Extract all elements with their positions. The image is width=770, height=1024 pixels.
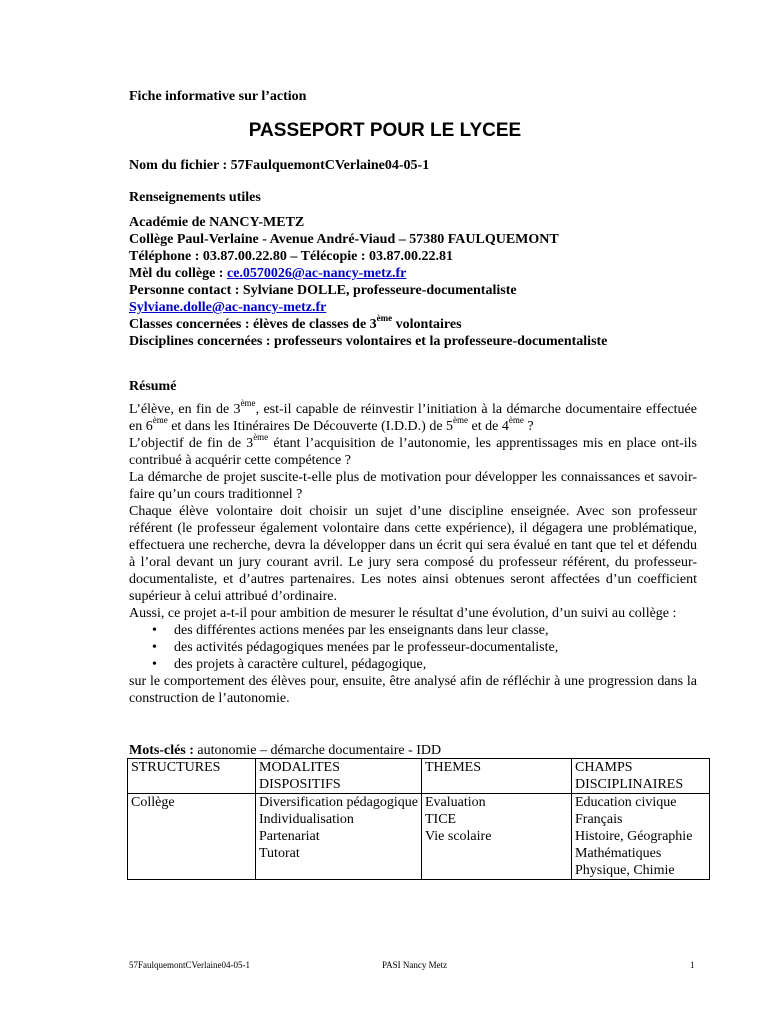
footer-center: PASI Nancy Metz xyxy=(382,960,448,970)
resume-paragraph-6: sur le comportement des élèves pour, ensuite, être analysé afin de réfléchir à une progression dans la construction de l’autonomie. xyxy=(129,674,697,706)
header-structures: STRUCTURES xyxy=(128,759,256,794)
resume-heading: Résumé xyxy=(129,379,177,394)
resume-paragraph-4: Chaque élève volontaire doit choisir un sujet d’une discipline enseignée. Avec son professeur référent (le professeur également volontaire dans cette expérience), il dégagera une problématique, effectuera une recherche, devra la développer dans un écrit qui sera évalué en tant que tel et défendu à l’oral devant un jury courant avril. Le jury sera composé du professeur référent, du professeur-documentaliste, et d’autres partenaires. Les notes ainsi obtenues seront affectées d’un coefficient supérieur à celui attribué d’ordinaire. xyxy=(129,504,697,604)
bullet-icon: • xyxy=(152,623,157,638)
classes-text: Classes concernées : élèves de classes de 3 xyxy=(129,317,377,332)
footer-page-number: 1 xyxy=(690,960,695,970)
cell-structures: Collège xyxy=(128,794,256,880)
renseignements-heading: Renseignements utiles xyxy=(129,190,261,205)
bullet-icon: • xyxy=(152,657,157,672)
classes-text-end: volontaires xyxy=(392,317,462,332)
cell-champs: Education civique Français Histoire, Géographie Mathématiques Physique, Chimie xyxy=(572,794,710,880)
college-line: Collège Paul-Verlaine - Avenue André-Viaud – 57380 FAULQUEMONT xyxy=(129,232,559,247)
contact-line: Personne contact : Sylviane DOLLE, professeure-documentaliste xyxy=(129,283,517,298)
contact-email-line xyxy=(129,299,326,316)
academie-line: Académie de NANCY-METZ xyxy=(129,215,305,230)
list-item: • des projets à caractère culturel, pédagogique, xyxy=(152,657,427,672)
resume-body xyxy=(129,398,697,707)
filename-line: Nom du fichier : 57FaulquemontCVerlaine04-05-1 xyxy=(129,158,430,173)
cell-modalites: Diversification pédagogique Individualisation Partenariat Tutorat xyxy=(256,794,422,880)
keywords-label: Mots-clés : xyxy=(129,743,194,758)
classes-sup: ème xyxy=(376,313,393,324)
header-themes: THEMES xyxy=(422,759,572,794)
classification-table xyxy=(127,758,710,880)
resume-paragraph-3: La démarche de projet suscite-t-elle plus de motivation pour développer les connaissances et savoir-faire qu’un cours traditionnel ? xyxy=(129,470,697,502)
table-row xyxy=(128,794,710,880)
keywords-line xyxy=(129,742,441,759)
mel-line xyxy=(129,265,406,282)
header-modalites: MODALITES DISPOSITIFS xyxy=(256,759,422,794)
college-email-link[interactable]: ce.0570026@ac-nancy-metz.fr xyxy=(226,266,407,281)
disciplines-line: Disciplines concernées : professeurs volontaires et la professeure-documentaliste xyxy=(129,334,608,349)
fiche-heading: Fiche informative sur l’action xyxy=(129,89,307,104)
table-header-row xyxy=(128,759,710,794)
footer-filename: 57FaulquemontCVerlaine04-05-1 xyxy=(129,960,250,970)
mel-label: Mèl du collège : xyxy=(129,266,227,281)
header-champs: CHAMPS DISCIPLINAIRES xyxy=(572,759,710,794)
resume-paragraph-5: Aussi, ce projet a-t-il pour ambition de mesurer le résultat d’une évolution, d’un suivi au collège : xyxy=(129,606,677,621)
classes-line xyxy=(129,313,462,333)
list-item: • des activités pédagogiques menées par le professeur-documentaliste, xyxy=(152,640,559,655)
cell-themes: Evaluation TICE Vie scolaire xyxy=(422,794,572,880)
keywords-value: autonomie – démarche documentaire - IDD xyxy=(193,743,442,758)
bullet-icon: • xyxy=(152,640,157,655)
resume-paragraph-2: L’objectif de fin de 3ème étant l’acquisition de l’autonomie, les apprentissages mis en place ont-ils contribué à acquérir cette compétence ? xyxy=(129,432,697,468)
resume-bullet-list xyxy=(129,622,697,673)
document-title: PASSEPORT POUR LE LYCEE xyxy=(248,120,522,141)
contact-email-link[interactable]: Sylviane.dolle@ac-nancy-metz.fr xyxy=(129,300,327,315)
resume-paragraph-1: L’élève, en fin de 3ème, est-il capable de réinvestir l’initiation à la démarche documentaire effectuée en 6ème et dans les Itinéraires De Découverte (I.D.D.) de 5ème et de 4ème ? xyxy=(129,398,697,434)
telephone-line: Téléphone : 03.87.00.22.80 – Télécopie : 03.87.00.22.81 xyxy=(129,249,454,264)
list-item: • des différentes actions menées par les enseignants dans leur classe, xyxy=(152,623,549,638)
